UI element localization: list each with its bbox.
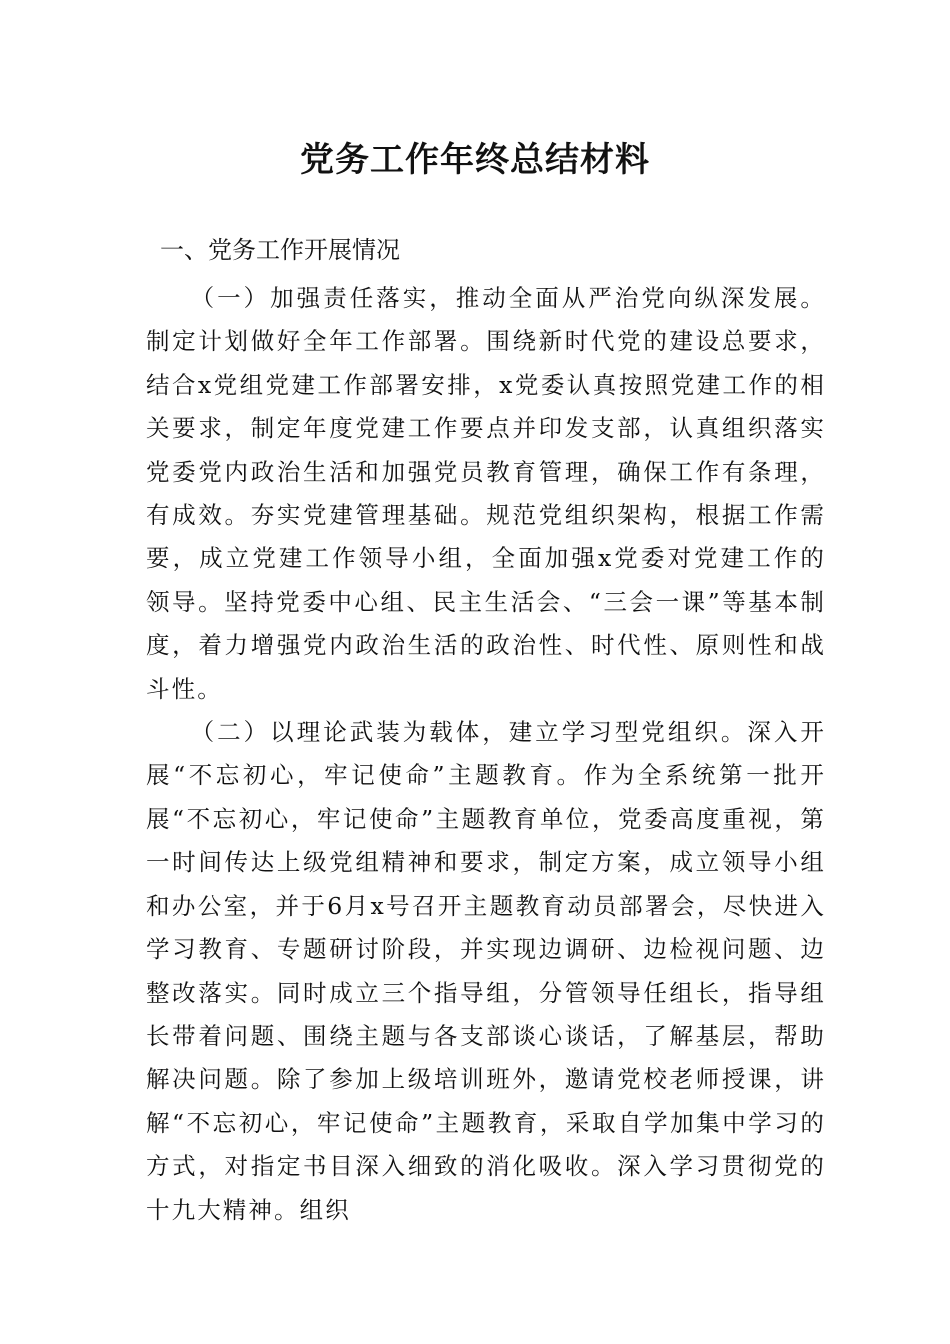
paragraph-2: （二）以理论武装为载体，建立学习型党组织。深入开展“不忘初心，牢记使命”主题教育。作为全系统第一批开展“不忘初心，牢记使命”主题教育单位，党委高度重视，第一时间传达上级党组精神和要求，制定方案，成立领导小组和办公室，并于6月x号召开主题教育动员部署会，尽快进入学习教育、专题研讨阶段，并实现边调研、边检视问题、边整改落实。同时成立三个指导组，分管领导任组长，指导组长带着问题、围绕主题与各支部谈心谈话，了解基层，帮助解决问题。除了参加上级培训班外，邀请党校老师授课，讲解“不忘初心，牢记使命”主题教育，采取自学加集中学习的方式，对指定书目深入细致的消化吸收。深入学习贯彻党的十九大精神。组织 — [146, 718, 826, 1224]
document-title: 党务工作年终总结材料 — [300, 140, 650, 180]
section-heading: 一、党务工作开展情况 — [160, 236, 400, 264]
document-body — [146, 277, 826, 1232]
paragraph-1: （一）加强责任落实，推动全面从严治党向纵深发展。制定计划做好全年工作部署。围绕新时代党的建设总要求，结合x党组党建工作部署安排，x党委认真按照党建工作的相关要求，制定年度党建工作要点并印发支部，认真组织落实党委党内政治生活和加强党员教育管理，确保工作有条理，有成效。夯实党建管理基础。规范党组织架构，根据工作需要，成立党建工作领导小组，全面加强x党委对党建工作的领导。坚持党委中心组、民主生活会、“三会一课”等基本制度，着力增强党内政治生活的政治性、时代性、原则性和战斗性。 — [146, 284, 826, 703]
